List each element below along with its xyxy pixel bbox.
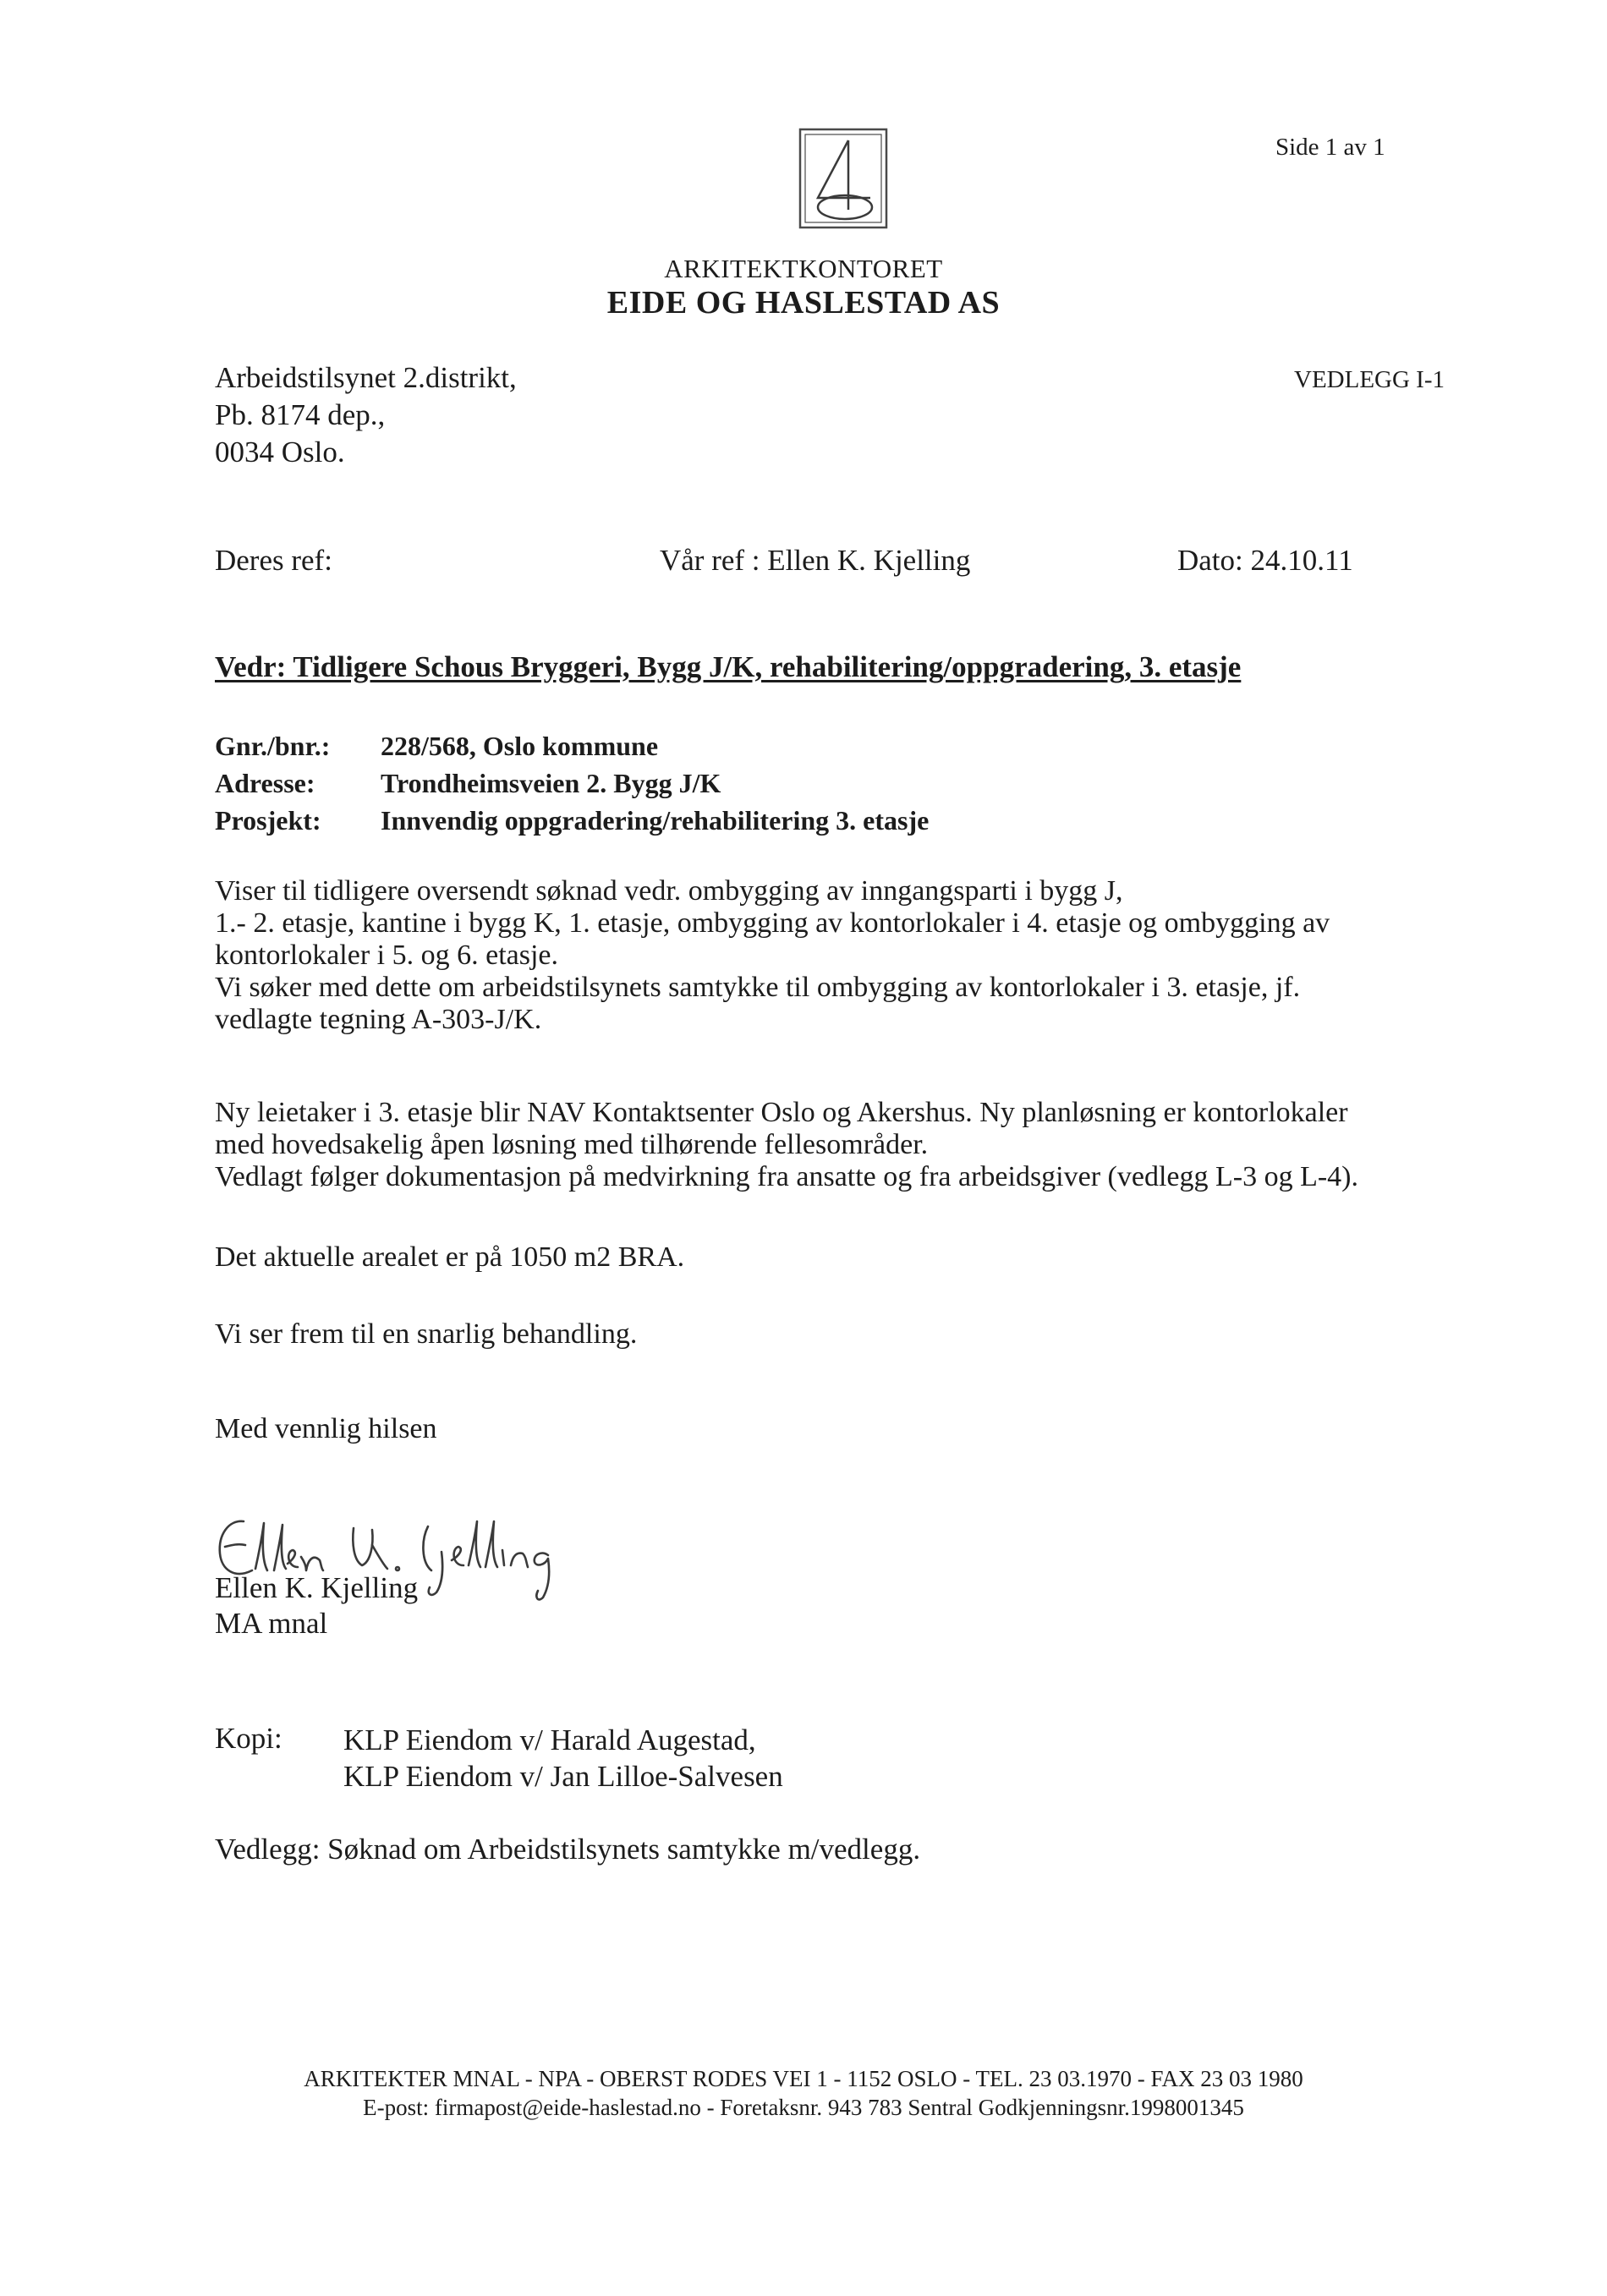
letterhead-line1: ARKITEKTKONTORET (664, 254, 943, 283)
body-paragraph-1 (215, 875, 1330, 1036)
their-reference: Deres ref: (215, 544, 332, 577)
attachments-line: Vedlegg: Søknad om Arbeidstilsynets samtykke m/vedlegg. (215, 1833, 921, 1866)
letterhead-company-name: EIDE OG HASLESTAD AS (606, 285, 1001, 321)
recipient-line: 0034 Oslo. (215, 436, 345, 469)
info-row (215, 764, 929, 802)
recipient-address (215, 359, 517, 471)
text-line: med hovedsakelig åpen løsning med tilhørende fellesområder. (215, 1129, 929, 1160)
text-line: kontorlokaler i 5. og 6. etasje. (215, 940, 559, 971)
our-reference: Vår ref : Ellen K. Kjelling (660, 544, 971, 577)
info-value: 228/568, Oslo kommune (381, 731, 659, 761)
attachment-code: VEDLEGG I-1 (1294, 366, 1445, 393)
footer-address: ARKITEKTER MNAL - NPA - OBERST RODES VEI 1 - 1152 OSLO - TEL. 23 03.1970 - FAX 23 03 1980 (304, 2066, 1303, 2091)
text-line: vedlagte tegning A-303-J/K. (215, 1004, 542, 1035)
copy-recipient: KLP Eiendom v/ Jan Lilloe-Salvesen (343, 1760, 783, 1793)
body-paragraph-2 (215, 1097, 1358, 1193)
info-value: Trondheimsveien 2. Bygg J/K (381, 768, 721, 798)
info-label: Prosjekt: (215, 805, 321, 836)
body-paragraph-3: Det aktuelle arealet er på 1050 m2 BRA. (215, 1241, 685, 1273)
closing-greeting: Med vennlig hilsen (215, 1413, 437, 1444)
info-label: Adresse: (215, 768, 315, 798)
copy-recipient: KLP Eiendom v/ Harald Augestad, (343, 1723, 756, 1756)
footer-contact: E-post: firmapost@eide-haslestad.no - Foretaksnr. 943 783 Sentral Godkjenningsnr.1998001345 (363, 2095, 1244, 2120)
info-label: Gnr./bnr.: (215, 731, 331, 761)
subject-line: Vedr: Tidligere Schous Bryggeri, Bygg J/K, rehabilitering/oppgradering, 3. etasje (215, 650, 1242, 683)
signer-name: Ellen K. Kjelling (215, 1571, 419, 1604)
text-line: Ny leietaker i 3. etasje blir NAV Kontaktsenter Oslo og Akershus. Ny planløsning er kontorlokaler (215, 1097, 1348, 1128)
page-number: Side 1 av 1 (1275, 134, 1385, 161)
text-line: Viser til tidligere oversendt søknad vedr. ombygging av inngangsparti i bygg J, (215, 875, 1123, 907)
info-value: Innvendig oppgradering/rehabilitering 3. etasje (381, 805, 930, 836)
company-logo (798, 127, 889, 230)
recipient-line: Pb. 8174 dep., (215, 398, 386, 431)
signer-block (215, 1570, 418, 1641)
signer-title: MA mnal (215, 1607, 328, 1640)
info-row (215, 802, 929, 839)
text-line: 1.- 2. etasje, kantine i bygg K, 1. etasje, ombygging av kontorlokaler i 4. etasje og ombygging av (215, 907, 1330, 939)
project-info (215, 727, 929, 839)
text-line: Vi søker med dette om arbeidstilsynets samtykke til ombygging av kontorlokaler i 3. etasje, jf. (215, 972, 1301, 1003)
copy-label: Kopi: (215, 1722, 282, 1755)
letter-date: Dato: 24.10.11 (1177, 544, 1353, 577)
info-row (215, 727, 929, 764)
body-paragraph-4: Vi ser frem til en snarlig behandling. (215, 1318, 638, 1350)
text-line: Vedlagt følger dokumentasjon på medvirkning fra ansatte og fra arbeidsgiver (vedlegg L-3 og L-4). (215, 1161, 1358, 1192)
copy-recipients (343, 1722, 783, 1795)
recipient-line: Arbeidstilsynet 2.distrikt, (215, 361, 517, 394)
